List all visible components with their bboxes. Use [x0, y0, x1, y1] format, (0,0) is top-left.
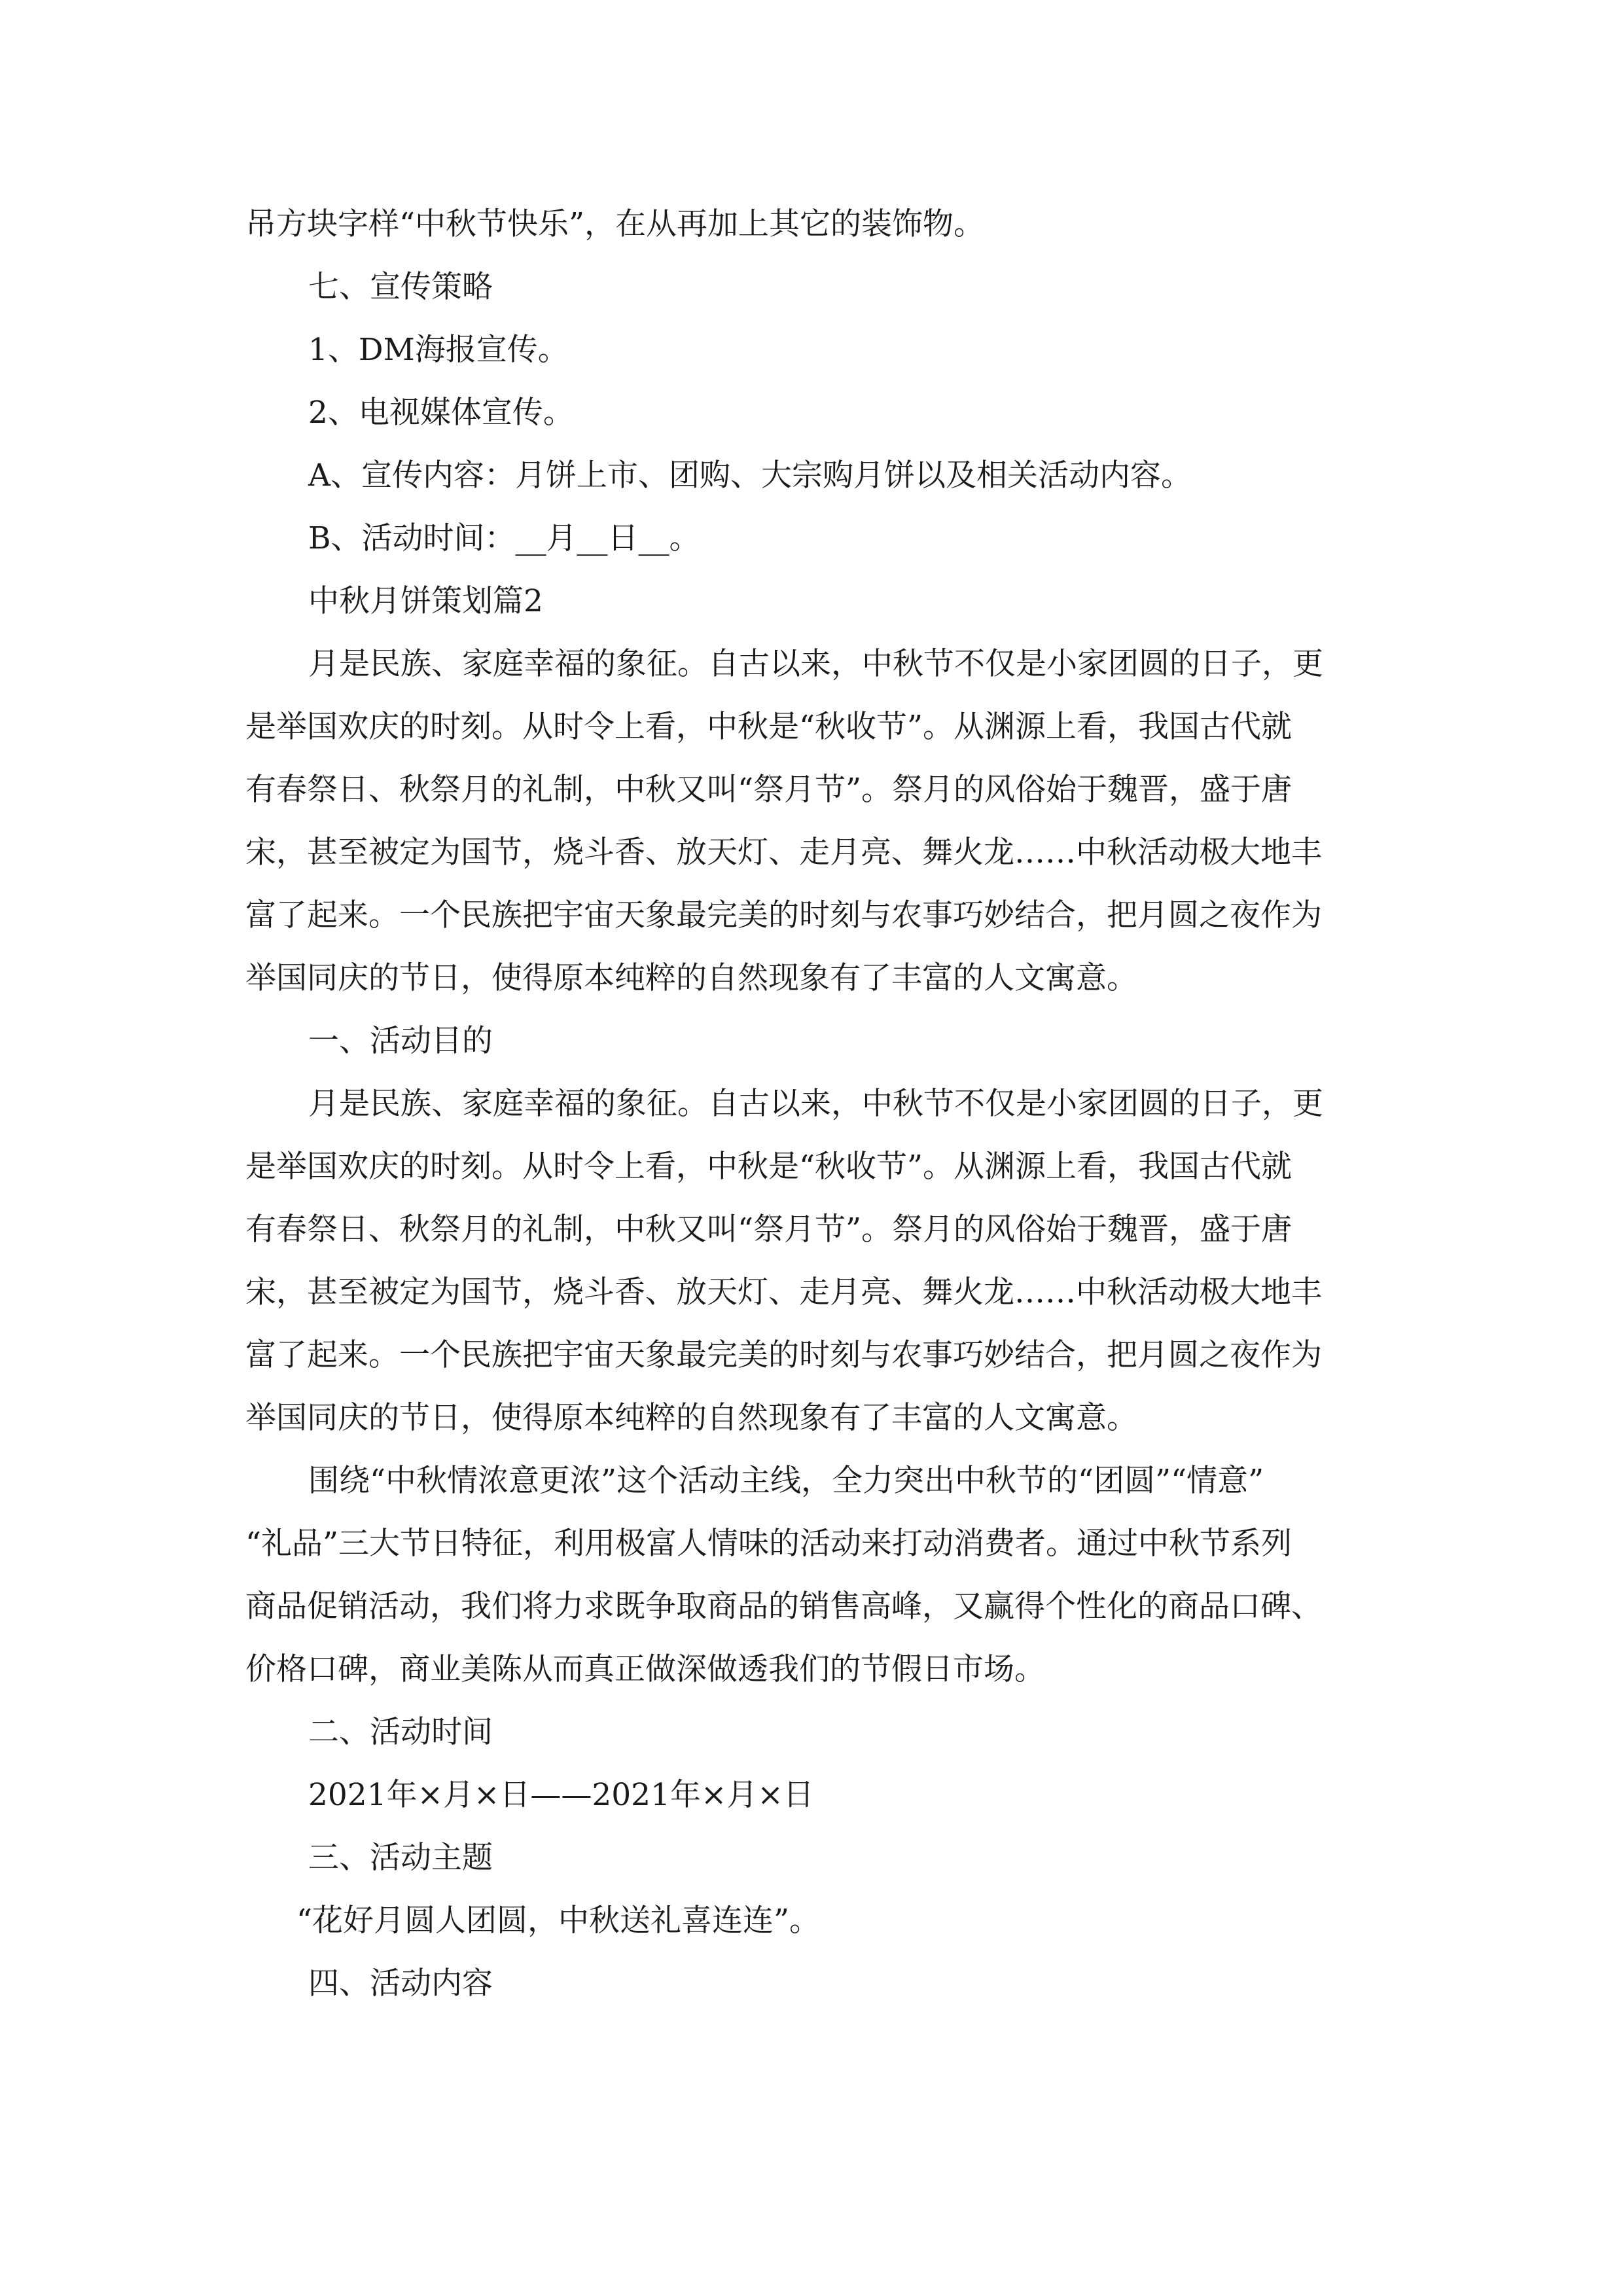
intro-line: 是举国欢庆的时刻。从时令上看，中秋是“秋收节”。从渊源上看，我国古代就 — [245, 709, 1293, 745]
purpose-line: 是举国欢庆的时刻。从时令上看，中秋是“秋收节”。从渊源上看，我国古代就 — [245, 1149, 1293, 1185]
heading-promotion-strategy: 七、宣传策略 — [308, 269, 493, 305]
activity-date-range: 2021年×月×日——2021年×月×日 — [308, 1777, 814, 1813]
list-item-dm-poster: 1、DM海报宣传。 — [308, 332, 569, 368]
intro-line: 宋，甚至被定为国节，烧斗香、放天灯、走月亮、舞火龙……中秋活动极大地丰 — [245, 834, 1322, 870]
purpose-line: 富了起来。一个民族把宇宙天象最完美的时刻与农事巧妙结合，把月圆之夜作为 — [245, 1337, 1322, 1373]
heading-activity-time: 二、活动时间 — [308, 1714, 493, 1750]
mainline-line: 价格口碑，商业美陈从而真正做深做透我们的节假日市场。 — [245, 1651, 1045, 1687]
intro-line: 月是民族、家庭幸福的象征。自古以来，中秋节不仅是小家团圆的日子，更 — [308, 646, 1323, 682]
list-item-tv-media: 2、电视媒体宣传。 — [308, 395, 574, 431]
purpose-line: 月是民族、家庭幸福的象征。自古以来，中秋节不仅是小家团圆的日子，更 — [308, 1086, 1323, 1122]
heading-activity-content: 四、活动内容 — [308, 1965, 493, 2001]
list-item-activity-time: B、活动时间：__月__日__。 — [308, 520, 700, 556]
activity-theme-slogan: “花好月圆人团圆，中秋送礼喜连连”。 — [296, 1903, 821, 1939]
intro-line: 有春祭日、秋祭月的礼制，中秋又叫“祭月节”。祭月的风俗始于魏晋，盛于唐 — [245, 772, 1293, 808]
document-body — [245, 193, 1387, 2015]
list-item-promo-content: A、宣传内容：月饼上市、团购、大宗购月饼以及相关活动内容。 — [308, 457, 1192, 493]
purpose-line: 有春祭日、秋祭月的礼制，中秋又叫“祭月节”。祭月的风俗始于魏晋，盛于唐 — [245, 1211, 1293, 1247]
paragraph-decoration-end: 吊方块字样“中秋节快乐”，在从再加上其它的装饰物。 — [245, 206, 985, 242]
intro-line: 举国同庆的节日，使得原本纯粹的自然现象有了丰富的人文寓意。 — [245, 960, 1137, 996]
intro-line: 富了起来。一个民族把宇宙天象最完美的时刻与农事巧妙结合，把月圆之夜作为 — [245, 897, 1322, 933]
purpose-line: 举国同庆的节日，使得原本纯粹的自然现象有了丰富的人文寓意。 — [245, 1400, 1137, 1436]
heading-activity-purpose: 一、活动目的 — [308, 1023, 493, 1059]
mainline-line: 围绕“中秋情浓意更浓”这个活动主线，全力突出中秋节的“团圆”“情意” — [308, 1463, 1264, 1499]
purpose-line: 宋，甚至被定为国节，烧斗香、放天灯、走月亮、舞火龙……中秋活动极大地丰 — [245, 1274, 1322, 1310]
section-title-plan-2: 中秋月饼策划篇2 — [308, 583, 543, 619]
mainline-line: 商品促销活动，我们将力求既争取商品的销售高峰，又赢得个性化的商品口碑、 — [245, 1588, 1322, 1624]
heading-activity-theme: 三、活动主题 — [308, 1840, 493, 1876]
mainline-line: “礼品”三大节日特征，利用极富人情味的活动来打动消费者。通过中秋节系列 — [245, 1526, 1293, 1562]
